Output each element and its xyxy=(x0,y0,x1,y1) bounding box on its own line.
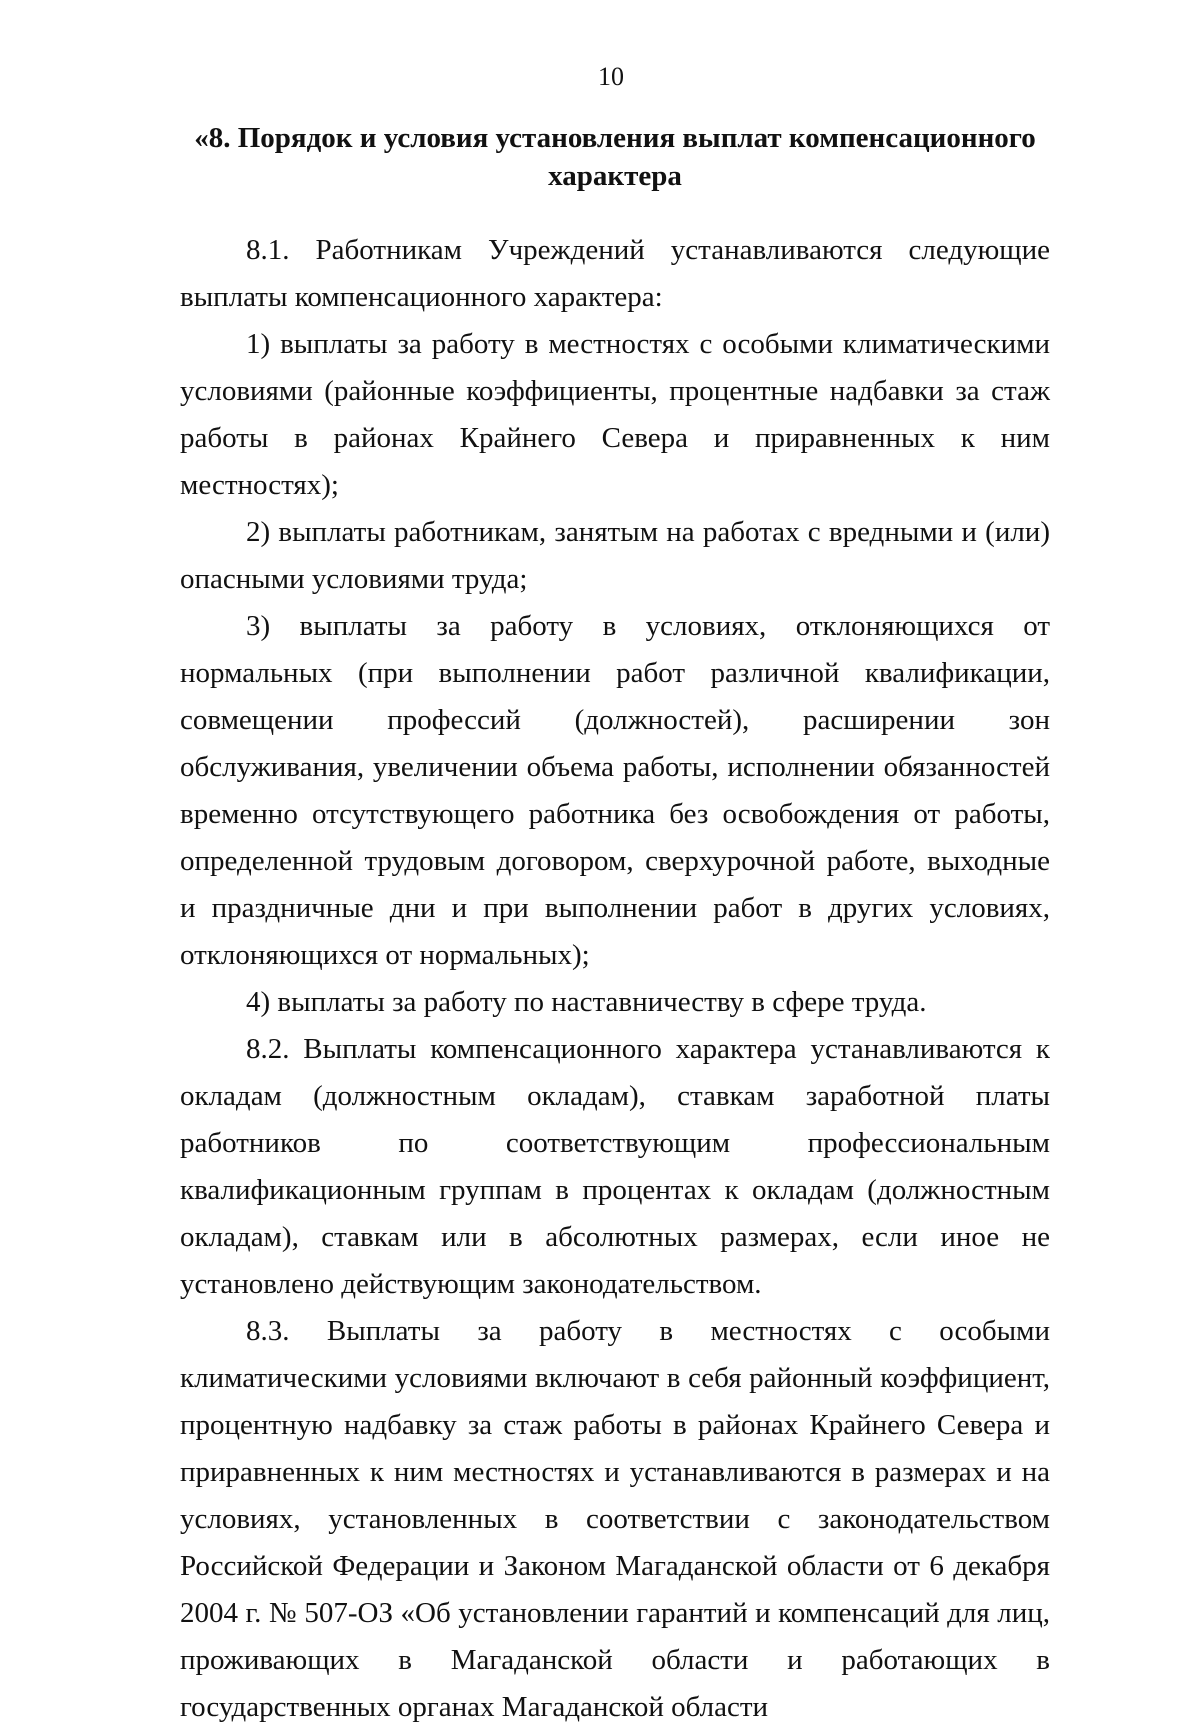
list-item-3: 3) выплаты за работу в условиях, отклоняющихся от нормальных (при выполнении работ различной квалификации, совмещении профессий (должностей), расширении зон обслуживания, увеличении объема работы, исполнении обязанностей временно отсутствующего работника без освобождения от работы, определенной трудовым договором, сверхурочной работе, выходные и праздничные дни и при выполнении работ в других условиях, отклоняющихся от нормальных); xyxy=(180,610,1050,971)
paragraph-8-1: 8.1. Работникам Учреждений устанавливаются следующие выплаты компенсационного характера: xyxy=(180,234,1050,313)
list-item-1: 1) выплаты за работу в местностях с особыми климатическими условиями (районные коэффициенты, процентные надбавки за стаж работы в районах Крайнего Севера и приравненных к ним местностях); xyxy=(180,328,1050,501)
page-number: 10 xyxy=(598,62,624,91)
paragraph-8-3: 8.3. Выплаты за работу в местностях с особыми климатическими условиями включают в себя районный коэффициент, процентную надбавку за стаж работы в районах Крайнего Севера и приравненных к ним местностях и устанавливаются в размерах и на условиях, установленных в соответствии с законодательством Российской Федерации и Законом Магаданской области от 6 декабря 2004 г. № 507-ОЗ «Об установлении гарантий и компенсаций для лиц, проживающих в Магаданской области и работающих в государственных органах Магаданской области xyxy=(180,1315,1050,1723)
list-item-4: 4) выплаты за работу по наставничеству в сфере труда. xyxy=(246,986,927,1018)
section-heading: «8. Порядок и условия установления выплат компенсационного характера xyxy=(194,122,1036,192)
paragraph-8-2: 8.2. Выплаты компенсационного характера устанавливаются к окладам (должностным окладам), ставкам заработной платы работников по соответствующим профессиональным квалификационным группам в процентах к окладам (должностным окладам), ставкам или в абсолютных размерах, если иное не установлено действующим законодательством. xyxy=(180,1033,1050,1300)
list-item-2: 2) выплаты работникам, занятым на работах с вредными и (или) опасными условиями труда; xyxy=(180,516,1050,595)
document-body xyxy=(180,227,1050,1731)
